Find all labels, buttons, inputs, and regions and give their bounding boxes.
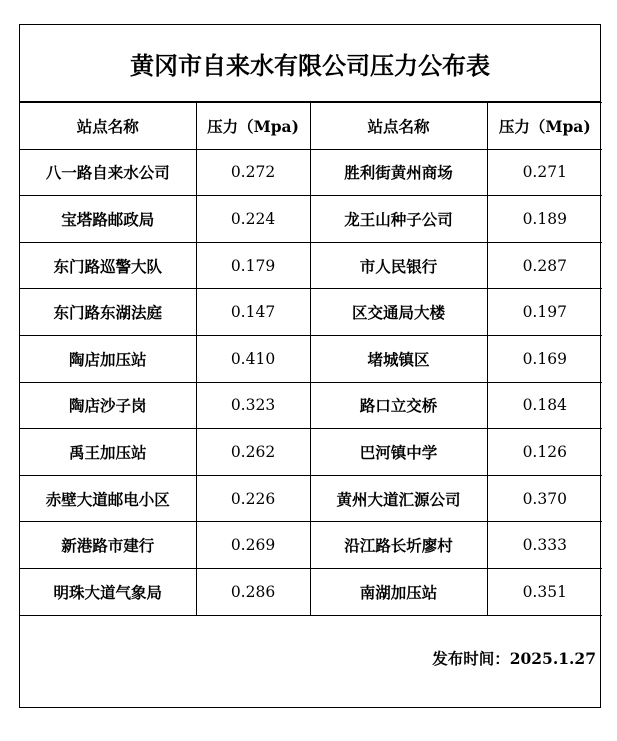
pressure-value-cell: 0.189 (487, 196, 602, 243)
table-row (20, 196, 602, 243)
pressure-table-sheet (19, 24, 601, 708)
pressure-value-cell: 0.179 (196, 242, 310, 289)
station-name-cell: 明珠大道气象局 (20, 568, 196, 615)
pressure-value-cell: 0.147 (196, 289, 310, 336)
pressure-value-cell: 0.370 (487, 475, 602, 522)
station-name-cell: 巴河镇中学 (310, 429, 487, 476)
pressure-value-cell: 0.286 (196, 568, 310, 615)
header-station-name-2: 站点名称 (310, 103, 487, 150)
station-name-cell: 胜利街黄州商场 (310, 149, 487, 196)
pressure-value-cell: 0.262 (196, 429, 310, 476)
station-name-cell: 赤壁大道邮电小区 (20, 475, 196, 522)
pressure-value-cell: 0.271 (487, 149, 602, 196)
pressure-value-cell: 0.410 (196, 335, 310, 382)
station-name-cell: 沿江路长圻廖村 (310, 522, 487, 569)
pressure-value-cell: 0.126 (487, 429, 602, 476)
station-name-cell: 堵城镇区 (310, 335, 487, 382)
pressure-value-cell: 0.224 (196, 196, 310, 243)
station-name-cell: 南湖加压站 (310, 568, 487, 615)
station-name-cell: 黄州大道汇源公司 (310, 475, 487, 522)
table-row (20, 149, 602, 196)
station-name-cell: 八一路自来水公司 (20, 149, 196, 196)
header-pressure-1: 压力（Mpa) (196, 103, 310, 150)
pressure-value-cell: 0.269 (196, 522, 310, 569)
station-name-cell: 区交通局大楼 (310, 289, 487, 336)
pressure-value-cell: 0.169 (487, 335, 602, 382)
pressure-value-cell: 0.197 (487, 289, 602, 336)
station-name-cell: 陶店沙子岗 (20, 382, 196, 429)
table-row (20, 335, 602, 382)
station-name-cell: 新港路市建行 (20, 522, 196, 569)
station-name-cell: 东门路东湖法庭 (20, 289, 196, 336)
table-row (20, 242, 602, 289)
pressure-table (20, 102, 602, 709)
pressure-value-cell: 0.226 (196, 475, 310, 522)
table-header-row (20, 103, 602, 150)
table-row (20, 475, 602, 522)
station-name-cell: 陶店加压站 (20, 335, 196, 382)
station-name-cell: 禹王加压站 (20, 429, 196, 476)
table-row (20, 382, 602, 429)
station-name-cell: 市人民银行 (310, 242, 487, 289)
publish-time: 发布时间：2025.1.27 (432, 649, 596, 668)
header-station-name-1: 站点名称 (20, 103, 196, 150)
station-name-cell: 龙王山种子公司 (310, 196, 487, 243)
pressure-value-cell: 0.323 (196, 382, 310, 429)
pressure-value-cell: 0.184 (487, 382, 602, 429)
pressure-value-cell: 0.287 (487, 242, 602, 289)
table-row (20, 568, 602, 615)
table-title: 黄冈市自来水有限公司压力公布表 (20, 25, 600, 102)
pressure-value-cell: 0.272 (196, 149, 310, 196)
pressure-value-cell: 0.333 (487, 522, 602, 569)
pressure-value-cell: 0.351 (487, 568, 602, 615)
station-name-cell: 东门路巡警大队 (20, 242, 196, 289)
table-row (20, 289, 602, 336)
header-pressure-2: 压力（Mpa) (487, 103, 602, 150)
table-row (20, 522, 602, 569)
station-name-cell: 路口立交桥 (310, 382, 487, 429)
table-row (20, 429, 602, 476)
station-name-cell: 宝塔路邮政局 (20, 196, 196, 243)
